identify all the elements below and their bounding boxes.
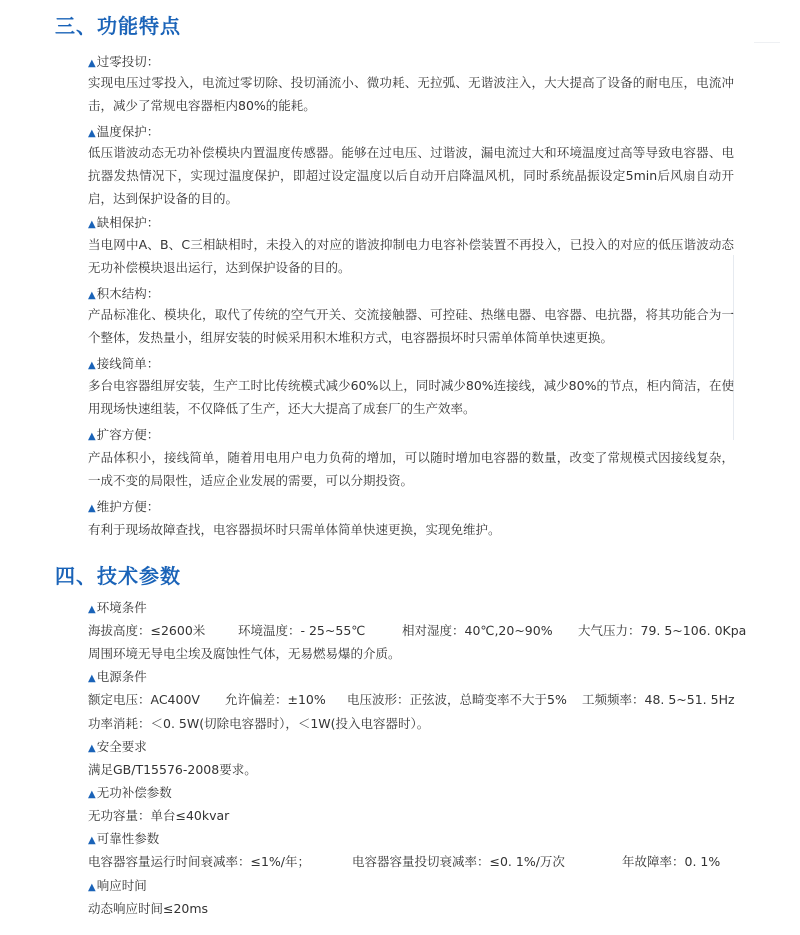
feature-text-maintenance: 有利于现场故障查找，电容器损坏时只需单体简单快速更换，实现免维护。 xyxy=(88,522,501,537)
feature-text-temperature: 低压谐波动态无功补偿模块内置温度传感器。能够在过电压、过谐波，漏电流过大和环境温度过高等导致电容器、电抗器发热情况下，实现过温度保护，即超过设定温度以后自动开启降温风机，同时系统晶振设定5min后风扇自动开启，达到保护设备的目的。 xyxy=(88,145,734,206)
spec-heading-reactive: ▲无功补偿参数 xyxy=(88,785,172,800)
feature-text-wiring: 多台电容器组屏安装，生产工时比传统模式减少60%以上，同时减少80%连接线，减少80%的节点，柜内简洁，在使用现场快速组装，不仅降低了生产，还大大提高了成套厂的生产效率。 xyxy=(88,378,734,416)
feature-heading-expansion: ▲扩容方便： xyxy=(88,427,160,442)
spec-pressure: 大气压力：79. 5~106. 0Kpa xyxy=(578,623,747,638)
spec-heading-environment: ▲环境条件 xyxy=(88,600,147,615)
feature-text-expansion: 产品体积小，接线简单，随着用电用户电力负荷的增加，可以随时增加电容器的数量，改变了常规模式因接线复杂，一成不变的局限性，适应企业发展的需要，可以分期投资。 xyxy=(88,450,734,488)
triangle-icon: ▲ xyxy=(88,290,96,301)
triangle-icon: ▲ xyxy=(88,360,96,371)
feature-heading-maintenance: ▲维护方便： xyxy=(88,499,160,514)
feature-text-zero-crossing: 实现电压过零投入，电流过零切除、投切涌流小、微功耗、无拉弧、无谐波注入，大大提高了设备的耐电压，电流冲击，减少了常规电容器柜内80%的能耗。 xyxy=(88,75,734,113)
section-title-features: 三、功能特点 xyxy=(55,14,181,38)
triangle-icon: ▲ xyxy=(88,431,96,442)
spec-temperature: 环境温度：- 25~55℃ xyxy=(238,623,366,638)
feature-heading-temperature: ▲温度保护： xyxy=(88,124,160,139)
triangle-icon: ▲ xyxy=(88,58,96,69)
spec-altitude: 海拔高度：≤2600米 xyxy=(88,623,206,638)
spec-heading-reliability: ▲可靠性参数 xyxy=(88,831,160,846)
triangle-icon: ▲ xyxy=(88,882,96,893)
feature-heading-zero-crossing: ▲过零投切： xyxy=(88,54,160,69)
spec-runtime-decay: 电容器容量运行时间衰减率：≤1%/年； xyxy=(88,854,311,869)
feature-heading-modular: ▲积木结构： xyxy=(88,286,160,301)
spec-reactive-capacity: 无功容量：单台≤40kvar xyxy=(88,808,230,823)
triangle-icon: ▲ xyxy=(88,789,96,800)
triangle-icon: ▲ xyxy=(88,673,96,684)
triangle-icon: ▲ xyxy=(88,503,96,514)
triangle-icon: ▲ xyxy=(88,743,96,754)
spec-heading-response: ▲响应时间 xyxy=(88,878,147,893)
spec-heading-power: ▲电源条件 xyxy=(88,669,147,684)
feature-text-modular: 产品标准化、模块化，取代了传统的空气开关、交流接触器、可控硅、热继电器、电容器、电抗器，将其功能合为一个整体，发热量小，组屏安装的时候采用积木堆积方式，电容器损坏时只需单体简单快速更换。 xyxy=(88,307,734,345)
spec-switching-decay: 电容器容量投切衰减率：≤0. 1%/万次 xyxy=(352,854,565,869)
spec-voltage-waveform: 电压波形：正弦波，总畸变率不大于5% xyxy=(347,692,567,707)
triangle-icon: ▲ xyxy=(88,128,96,139)
feature-heading-wiring: ▲接线简单： xyxy=(88,356,160,371)
spec-voltage-deviation: 允许偏差：±10% xyxy=(225,692,326,707)
spec-safety-text: 满足GB/T15576-2008要求。 xyxy=(88,762,257,777)
spec-heading-safety: ▲安全要求 xyxy=(88,739,147,754)
spec-humidity: 相对湿度：40℃,20~90% xyxy=(402,623,553,638)
triangle-icon: ▲ xyxy=(88,604,96,615)
spec-rated-voltage: 额定电压：AC400V xyxy=(88,692,200,707)
spec-environment-note: 周围环境无导电尘埃及腐蚀性气体，无易燃易爆的介质。 xyxy=(88,646,401,661)
feature-heading-phase-loss: ▲缺相保护： xyxy=(88,215,160,230)
spec-power-consumption: 功率消耗：＜0. 5W(切除电容器时），＜1W(投入电容器时）。 xyxy=(88,716,430,731)
feature-text-phase-loss: 当电网中A、B、C三相缺相时，未投入的对应的谐波抑制电力电容补偿装置不再投入，已投入的对应的低压谐波动态无功补偿模块退出运行，达到保护设备的目的。 xyxy=(88,237,734,275)
triangle-icon: ▲ xyxy=(88,219,96,230)
section-title-specs: 四、技术参数 xyxy=(55,564,181,588)
spec-response-time: 动态响应时间≤20ms xyxy=(88,901,209,916)
spec-frequency: 工频频率：48. 5~51. 5Hz xyxy=(582,692,735,707)
decorative-line xyxy=(754,42,780,43)
spec-failure-rate: 年故障率：0. 1% xyxy=(622,854,721,869)
triangle-icon: ▲ xyxy=(88,835,96,846)
